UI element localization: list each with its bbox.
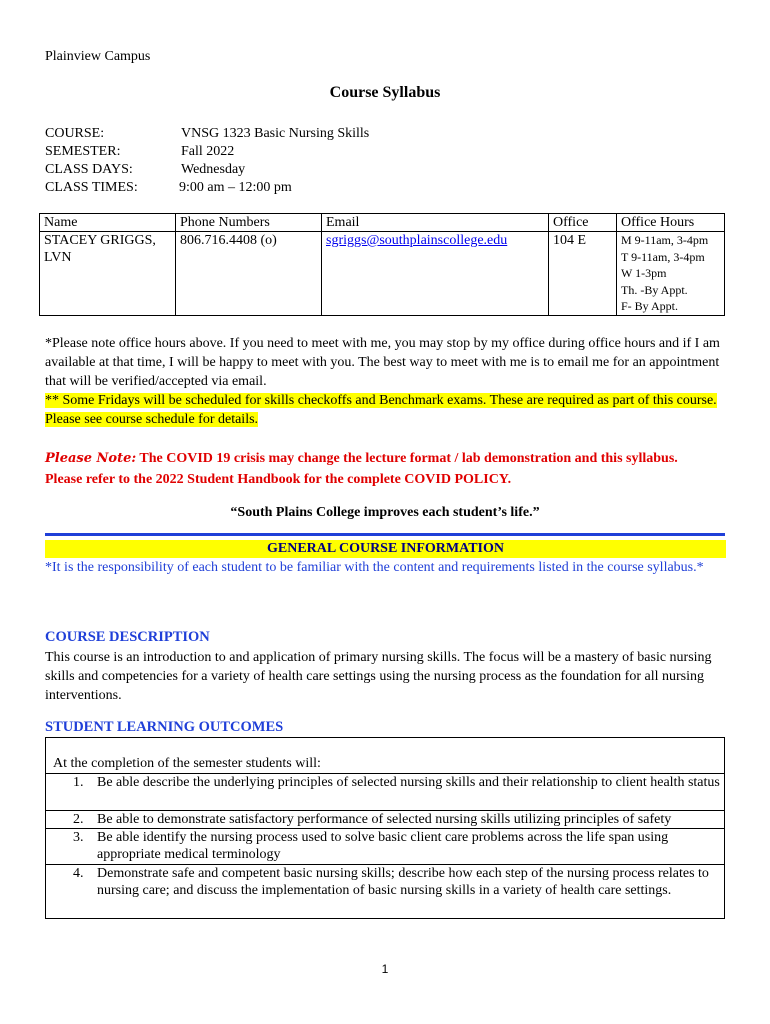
semester-label: SEMESTER:: [45, 144, 121, 159]
header-name: Name: [40, 214, 176, 232]
header-phone: Phone Numbers: [176, 214, 322, 232]
course-label: COURSE:: [45, 126, 105, 141]
page-number: 1: [381, 962, 389, 976]
hours-monday: M 9-11am, 3-4pm: [621, 233, 709, 247]
instructor-email-link[interactable]: sgriggs@southplainscollege.edu: [326, 233, 508, 248]
table-row: [40, 232, 725, 316]
covid-line-1: The COVID 19 crisis may change the lecture format / lab demonstration and this syllabus.: [136, 451, 678, 466]
semester-value: Fall 2022: [181, 144, 235, 159]
general-info-note: *It is the responsibility of each student to be familiar with the content and requirements listed in the course syllabus.*: [45, 560, 704, 575]
hours-thursday: Th. -By Appt.: [621, 282, 688, 297]
course-description-heading: COURSE DESCRIPTION: [45, 629, 210, 645]
fridays-note: ** Some Fridays will be scheduled for skills checkoffs and Benchmark exams. These are required as part of this course. Please see course schedule for details.: [45, 393, 717, 427]
please-note-label: Please Note:: [45, 451, 137, 466]
class-times-label: CLASS TIMES:: [45, 180, 138, 195]
instructor-table: [39, 213, 725, 316]
instructor-name: STACEY GRIGGS, LVN: [40, 232, 176, 316]
list-item: 4. Demonstrate safe and competent basic nursing skills; describe how each step of the nursing process relates to nursing care; and discuss the implementation of basic nursing skills in a variety of health care settings.: [45, 864, 724, 899]
class-times-value: 9:00 am – 12:00 pm: [179, 180, 292, 195]
section-divider: [45, 533, 725, 536]
header-office: Office: [549, 214, 617, 232]
table-header-row: [40, 214, 725, 232]
hours-wednesday: W 1-3pm: [621, 266, 667, 280]
hours-tuesday: T 9-11am, 3-4pm: [621, 249, 705, 264]
header-office-hours: Office Hours: [617, 214, 725, 232]
list-item: 1. Be able describe the underlying principles of selected nursing skills and their relationship to client health status: [45, 773, 724, 791]
page-title: Course Syllabus: [329, 84, 441, 101]
learning-outcomes-heading: STUDENT LEARNING OUTCOMES: [45, 719, 284, 735]
class-days-label: CLASS DAYS:: [45, 162, 133, 177]
course-value: VNSG 1323 Basic Nursing Skills: [181, 126, 370, 141]
instructor-office-hours: [617, 232, 725, 316]
covid-line-2: Please refer to the 2022 Student Handbook for the complete COVID POLICY.: [45, 472, 512, 487]
list-item: 2. Be able to demonstrate satisfactory performance of selected nursing skills utilizing principles of safety: [45, 810, 724, 828]
general-info-heading: GENERAL COURSE INFORMATION: [45, 540, 726, 558]
class-days-value: Wednesday: [181, 162, 246, 177]
list-item: 3. Be able identify the nursing process used to solve basic client care problems across the life span using appropriate medical terminology: [45, 828, 724, 863]
hours-friday: F- By Appt.: [621, 299, 679, 313]
college-motto: “South Plains College improves each student’s life.”: [230, 505, 540, 520]
instructor-phone: 806.716.4408 (o): [176, 232, 322, 316]
course-description-text: This course is an introduction to and application of primary nursing skills. The focus will be a mastery of basic nursing skills and competencies for a variety of health care settings using the nursing process as the foundation for all nursing interventions.: [45, 650, 712, 703]
office-hours-note: *Please note office hours above. If you need to meet with me, you may stop by my office during office hours and if I am available at that time, I will be happy to meet with you. The best way to meet with me is to email me for an appointment that will be verified/accepted via email. ** Some Fridays will be scheduled for skills checkoffs and Benchmark exams. These are required as part of this course. Please see course schedule for details.: [45, 336, 720, 427]
campus-label: Plainview Campus: [45, 49, 151, 64]
covid-notice: [45, 448, 745, 490]
outcomes-intro: At the completion of the semester students will:: [53, 756, 321, 771]
instructor-office: 104 E: [549, 232, 617, 316]
header-email: Email: [322, 214, 549, 232]
